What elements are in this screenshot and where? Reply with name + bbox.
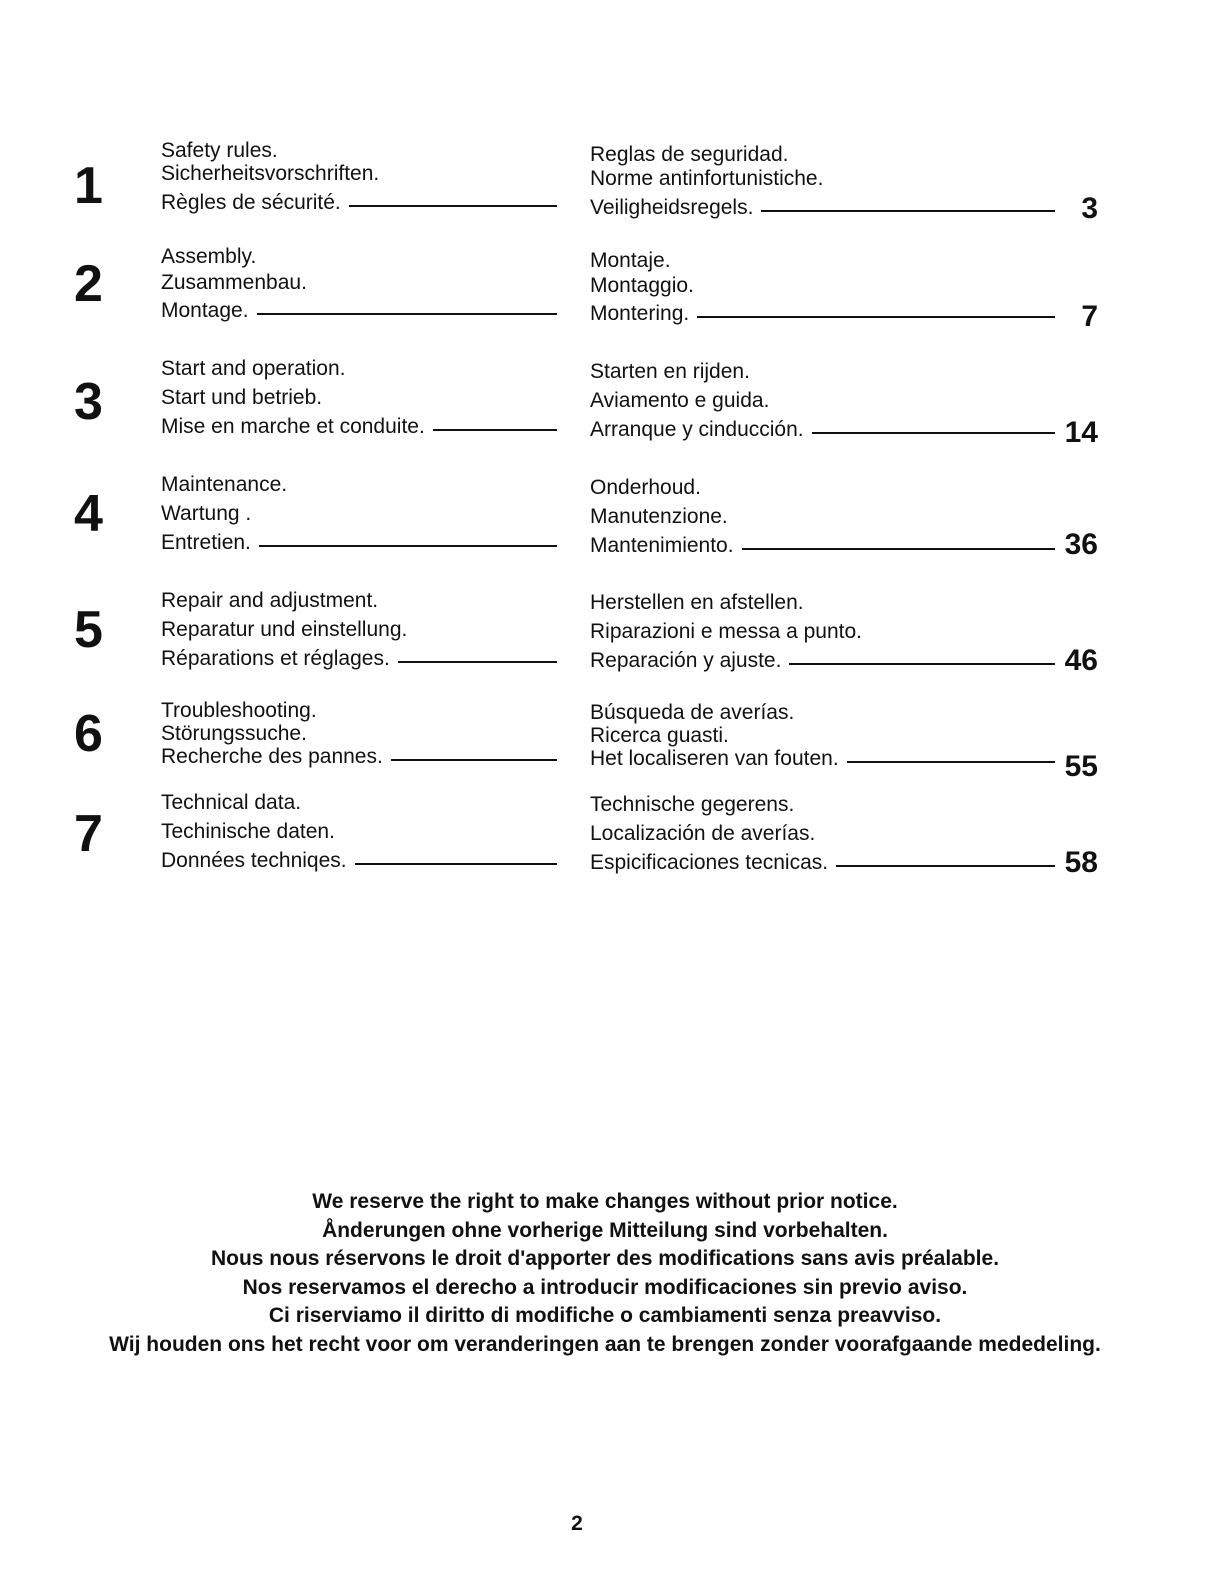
toc-line: Montage.: [161, 299, 249, 322]
toc-line: Réparations et réglages.: [161, 647, 390, 670]
toc-line: Starten en rijden.: [590, 360, 750, 383]
toc-line: Arranque y cinducción.: [590, 418, 804, 441]
toc-line: Données techniqes.: [161, 849, 347, 872]
toc-line-leader: [161, 416, 557, 437]
toc-entry: [0, 136, 1210, 236]
toc-line: Zusammenbau.: [161, 271, 307, 294]
toc-line-leader: [161, 850, 557, 871]
toc-line: Mise en marche et conduite.: [161, 415, 425, 438]
toc-line-leader: [590, 535, 1055, 556]
toc-line: Maintenance.: [161, 473, 288, 496]
chapter-number: 6: [74, 705, 103, 763]
leader-rule: [847, 761, 1055, 763]
toc-line: Het localiseren van fouten.: [590, 747, 839, 770]
toc-line-leader: [590, 748, 1055, 769]
leader-rule: [433, 429, 557, 431]
leader-rule: [398, 661, 557, 663]
leader-rule: [836, 865, 1055, 867]
chapter-number: 4: [74, 485, 103, 543]
toc-line: Riparazioni e messa a punto.: [590, 620, 862, 643]
leader-rule: [697, 316, 1055, 318]
leader-rule: [391, 759, 557, 761]
toc-line: Recherche des pannes.: [161, 745, 383, 768]
toc-line-leader: [590, 852, 1055, 873]
toc-entry: [0, 790, 1210, 890]
toc-entry: [0, 356, 1210, 456]
toc-line: Herstellen en afstellen.: [590, 591, 804, 614]
toc-line-leader: [590, 303, 1055, 324]
toc-line: Techinische daten.: [161, 820, 335, 843]
toc-line: Assembly.: [161, 245, 257, 268]
toc-line-leader: [161, 648, 557, 669]
toc-line-leader: [590, 197, 1055, 218]
chapter-number: 3: [74, 373, 103, 431]
toc-line: Ricerca guasti.: [590, 724, 729, 747]
toc-line: Onderhoud.: [590, 476, 701, 499]
leader-rule: [812, 432, 1055, 434]
toc-line-leader: [161, 192, 557, 213]
page-reference: 3: [1081, 192, 1098, 225]
page-reference: 36: [1064, 528, 1098, 561]
toc-line: Technical data.: [161, 791, 302, 814]
toc-line: Montaggio.: [590, 274, 694, 297]
toc-line: Montaje.: [590, 249, 671, 272]
toc-line: Reglas de seguridad.: [590, 143, 789, 166]
leader-rule: [742, 548, 1055, 550]
leader-rule: [761, 210, 1055, 212]
toc-line: Technische gegerens.: [590, 793, 795, 816]
page-reference: 58: [1064, 846, 1098, 879]
leader-rule: [789, 663, 1055, 665]
chapter-number: 1: [74, 157, 103, 215]
toc-line: Règles de sécurité.: [161, 191, 341, 214]
toc-line: Mantenimiento.: [590, 534, 734, 557]
toc-line: Espicificaciones tecnicas.: [590, 851, 829, 874]
toc-line-leader: [590, 419, 1055, 440]
toc-line: Montering.: [590, 302, 690, 325]
toc-line: Reparatur und einstellung.: [161, 618, 408, 641]
toc-line: Veiligheidsregels.: [590, 196, 754, 219]
toc-line: Manutenzione.: [590, 505, 728, 528]
page-reference: 14: [1064, 416, 1098, 449]
toc-line: Aviamento e guida.: [590, 389, 770, 412]
toc-line: Reparación y ajuste.: [590, 649, 782, 672]
chapter-number: 2: [74, 255, 103, 313]
toc-line: Repair and adjustment.: [161, 589, 379, 612]
toc-line: Troubleshooting.: [161, 699, 317, 722]
leader-rule: [259, 545, 557, 547]
toc-line: Störungssuche.: [161, 722, 307, 745]
notice-line: We reserve the right to make changes without prior notice.: [312, 1190, 898, 1213]
page-reference: 55: [1064, 750, 1098, 783]
leader-rule: [355, 863, 557, 865]
toc-line: Start and operation.: [161, 357, 346, 380]
toc-line: Safety rules.: [161, 139, 278, 162]
notice-line: Nous nous réservons le droit d'apporter des modifications sans avis préalable.: [210, 1247, 1000, 1270]
notice-line: Ånderungen ohne vorherige Mitteilung sind vorbehalten.: [322, 1218, 888, 1242]
page-number: 2: [571, 1512, 583, 1535]
toc-line: Norme antinfortunistiche.: [590, 167, 824, 190]
toc-line: Start und betrieb.: [161, 386, 323, 409]
toc-line: Sicherheitsvorschriften.: [161, 162, 380, 185]
leader-rule: [349, 205, 557, 207]
toc-entry: [0, 588, 1210, 688]
notice-line: Nos reservamos el derecho a introducir modificaciones sin previo aviso.: [242, 1275, 968, 1299]
toc-line: Búsqueda de averías.: [590, 701, 795, 724]
toc-line: Wartung .: [161, 502, 252, 525]
toc-line-leader: [161, 746, 557, 767]
toc-line-leader: [161, 532, 557, 553]
chapter-number: 7: [74, 805, 103, 863]
toc-entry: [0, 244, 1210, 344]
chapter-number: 5: [74, 601, 103, 659]
toc-line-leader: [590, 650, 1055, 671]
change-notice: [0, 1188, 1188, 1359]
toc-entry: [0, 472, 1210, 572]
page-reference: 7: [1081, 300, 1098, 333]
notice-line: Wij houden ons het recht voor om veranderingen aan te brengen zonder voorafgaande mededeling.: [109, 1332, 1101, 1356]
notice-line: Ci riserviamo il diritto di modifiche o cambiamenti senza preavviso.: [268, 1304, 942, 1327]
toc-line: Entretien.: [161, 531, 251, 554]
toc-entry: [0, 698, 1210, 798]
toc-line: Localización de averías.: [590, 822, 816, 845]
leader-rule: [257, 313, 557, 315]
toc-line-leader: [161, 300, 557, 321]
page-reference: 46: [1064, 644, 1098, 677]
